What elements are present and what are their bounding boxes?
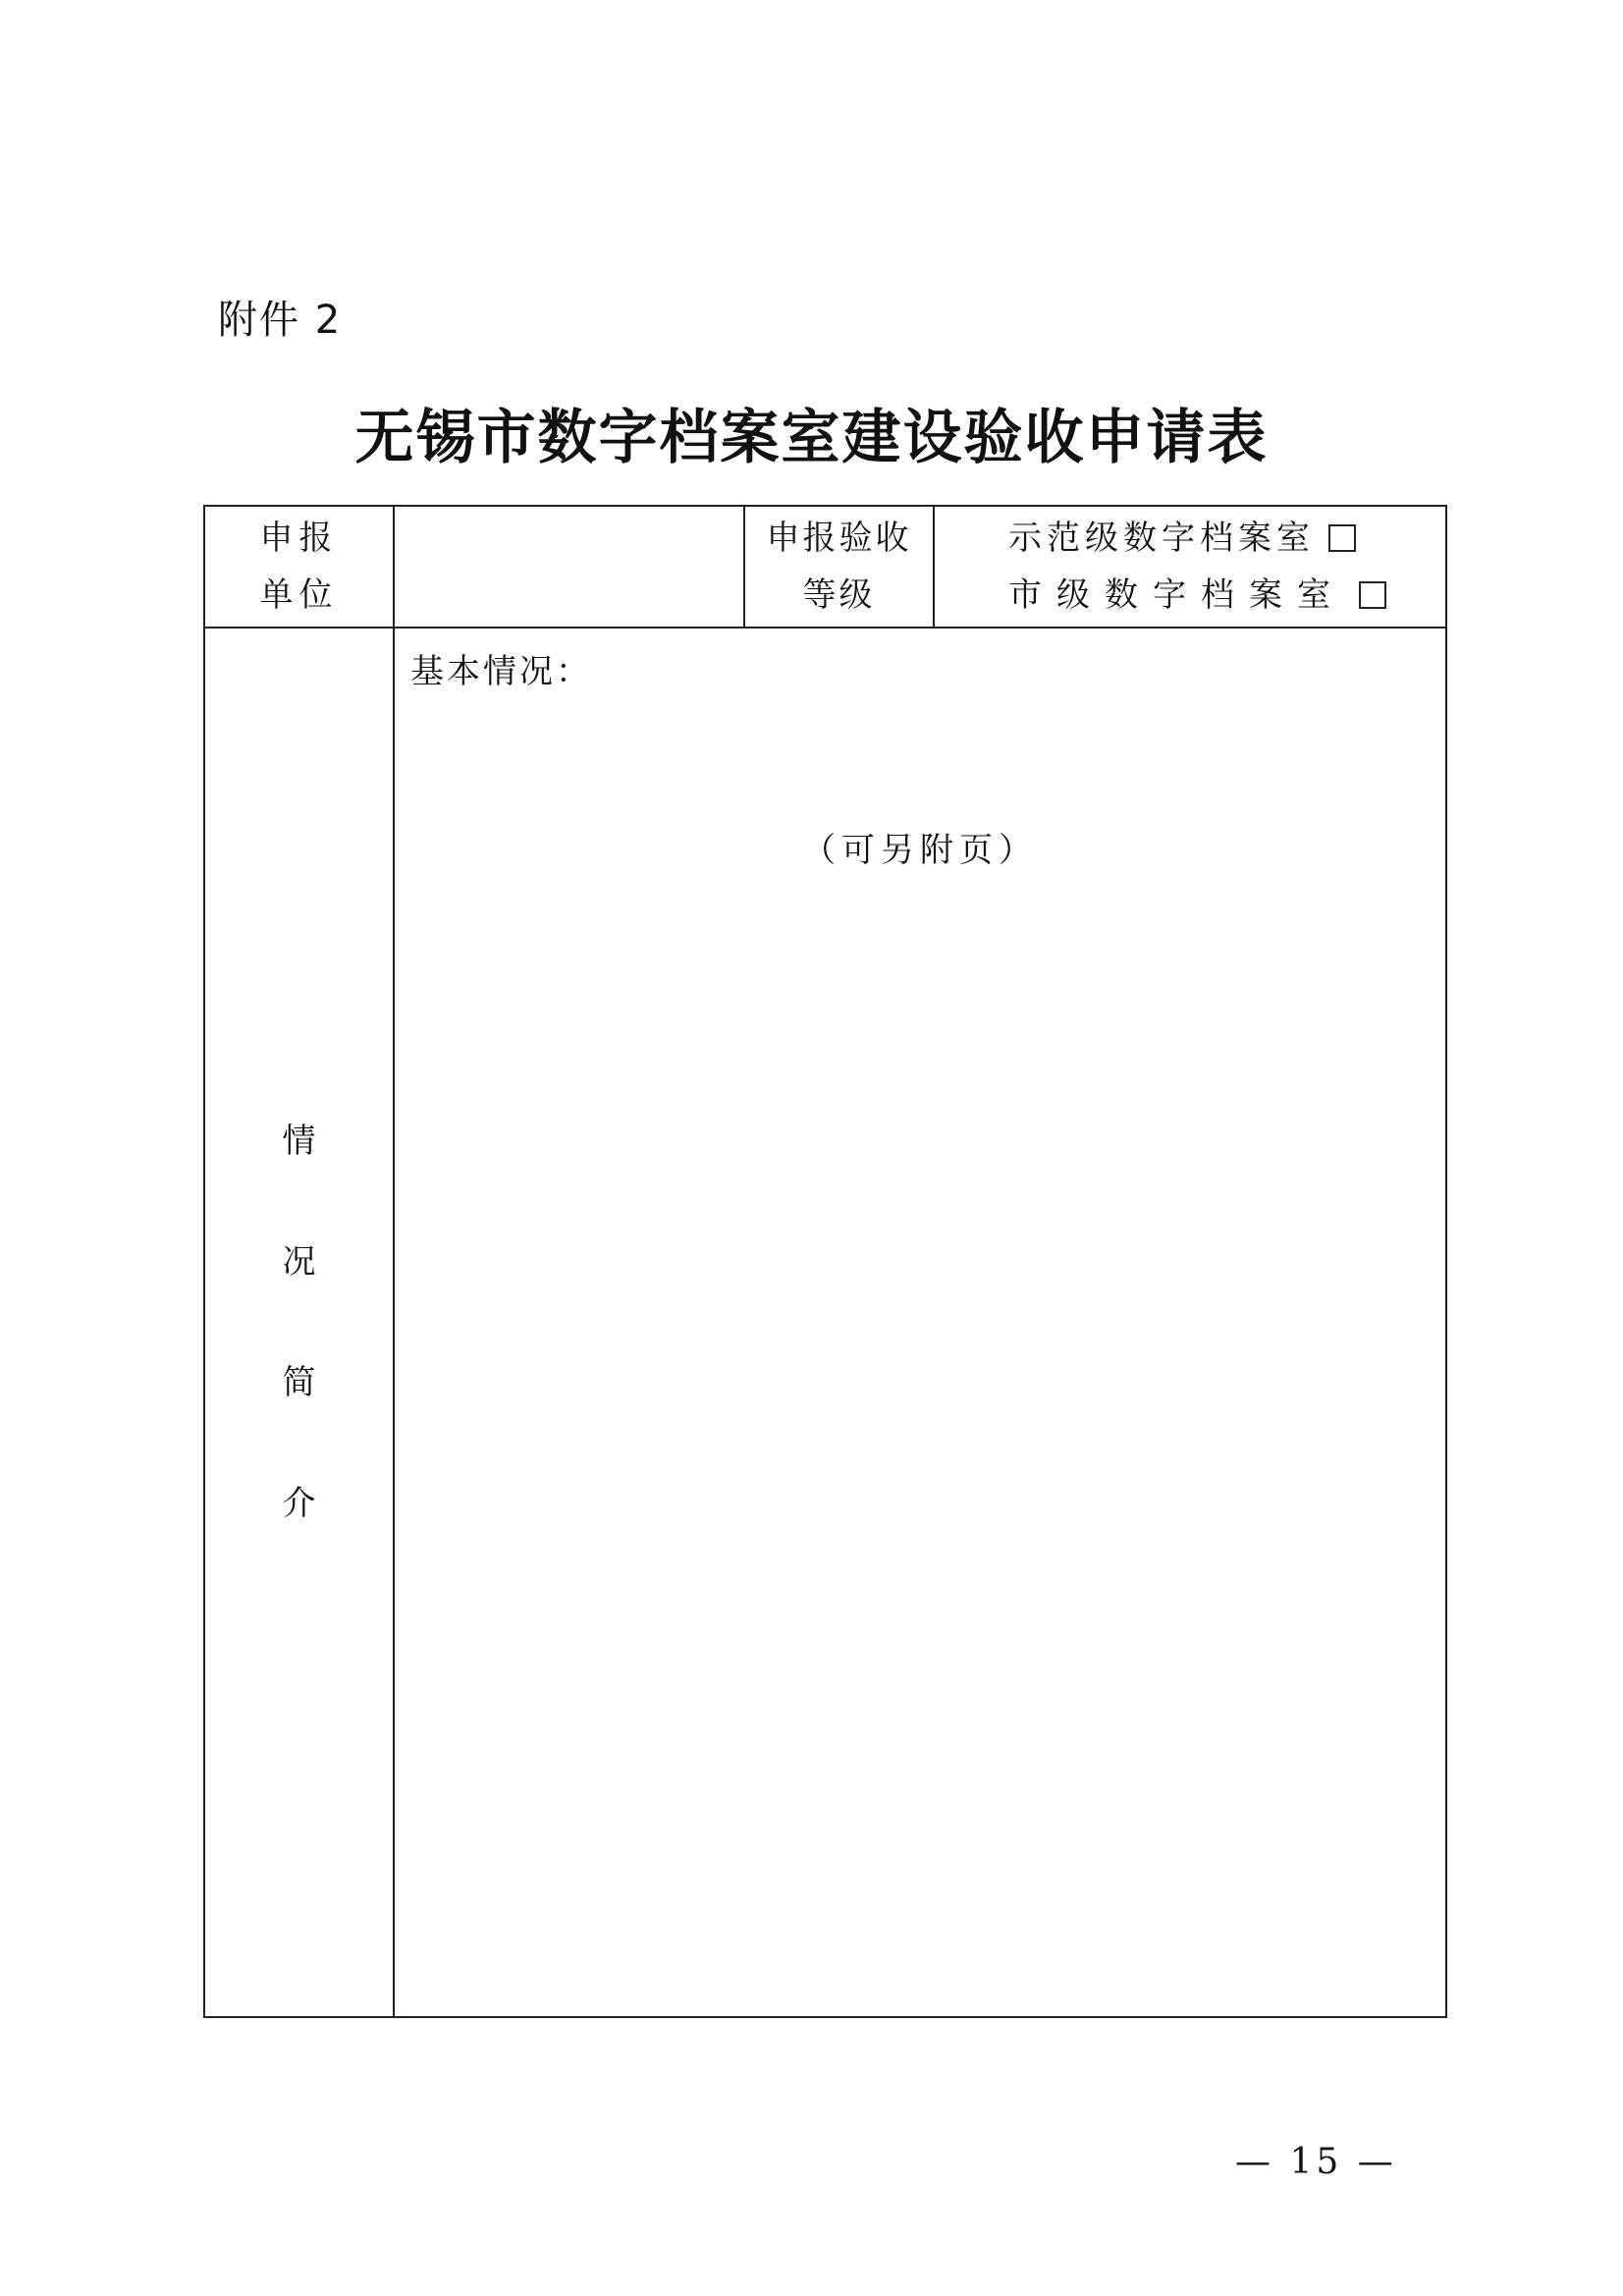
attachment-label: 附件 2 <box>218 298 343 343</box>
intro-content-field[interactable] <box>394 628 1446 2017</box>
demonstration-level-checkbox[interactable] <box>1328 524 1356 552</box>
applicant-value-field[interactable] <box>394 506 744 628</box>
document-title: 无锡市数字档案室建设验收申请表 <box>354 404 1269 472</box>
intro-side-char: 简 <box>282 1362 316 1402</box>
level-options-cell <box>934 506 1446 628</box>
intro-heading: 基本情况： <box>410 652 592 691</box>
level-option-label: 市级数字档案室 <box>1008 575 1345 615</box>
page-number: — 15 — <box>1235 2142 1397 2182</box>
level-option-demonstration[interactable] <box>1008 510 1445 567</box>
applicant-label-line2: 单位 <box>259 575 339 615</box>
intro-side-char: 介 <box>282 1483 316 1523</box>
intro-side-label <box>204 628 394 2017</box>
intro-side-char: 情 <box>282 1121 316 1161</box>
applicant-label-line1: 申报 <box>259 519 339 558</box>
intro-note: （可另附页） <box>802 831 1038 870</box>
level-option-municipal[interactable] <box>1008 567 1445 624</box>
level-label-line2: 等级 <box>802 575 876 615</box>
level-option-label: 示范级数字档案室 <box>1008 519 1315 558</box>
municipal-level-checkbox[interactable] <box>1359 581 1386 609</box>
intro-side-char: 况 <box>282 1241 316 1282</box>
application-form-table <box>203 505 1447 2018</box>
level-label-line1: 申报验收 <box>766 519 912 558</box>
level-label-cell <box>744 506 934 628</box>
applicant-label-cell <box>204 506 394 628</box>
